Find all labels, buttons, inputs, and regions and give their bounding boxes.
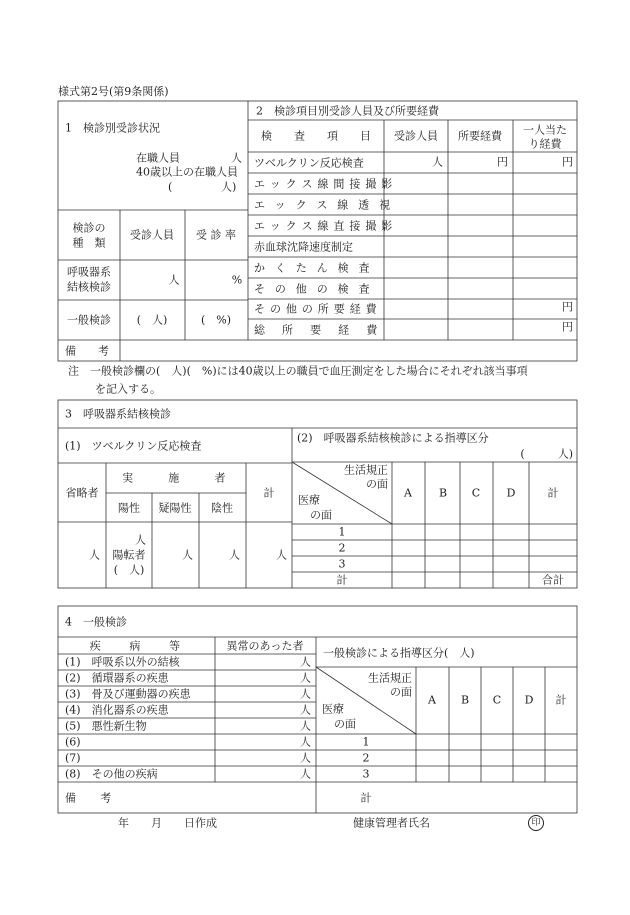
s4-unit-7: 人 xyxy=(300,751,311,765)
s3-grand-total: 合計 xyxy=(542,573,564,587)
s4-row-3: 3 xyxy=(362,767,370,781)
s3-grade-total: 計 xyxy=(547,486,559,500)
s4-grade-c: C xyxy=(492,693,502,707)
s2-item-sputum: かくたん検査 xyxy=(254,261,380,275)
s2-item-esr: 赤血球沈降速度制定 xyxy=(254,240,353,254)
s3-row-1: 1 xyxy=(338,525,346,539)
s1-col-rate: 受 診 率 xyxy=(196,228,236,242)
s3-unit-susp: 人 xyxy=(182,548,193,562)
s4-grade-a: A xyxy=(428,693,436,707)
s4-disease-5: (5) 悪性新生物 xyxy=(65,719,147,733)
s4-unit-1: 人 xyxy=(300,655,311,669)
s3-grade-b: B xyxy=(438,486,448,500)
s2-title: 2 検診項目別受診人員及び所要経費 xyxy=(256,104,439,118)
s3-row-2: 2 xyxy=(338,541,346,555)
s3-sub2: (2) 呼吸器系結核検診による指導区分 xyxy=(297,431,489,445)
s3-col-abbrev: 省略者 xyxy=(65,486,99,500)
s2-col-cost: 所要経費 xyxy=(458,129,502,143)
s3-grade-a: A xyxy=(404,486,412,500)
s3-grade-d: D xyxy=(506,486,516,500)
s2-col-per-2: り経費 xyxy=(528,137,562,151)
s3-col-impl: 実 施 者 xyxy=(122,471,230,485)
note-line-1: 注 一般検診欄の( 人)( %)には40歳以上の職員で血圧測定をした場合にそれぞれ該当事項 xyxy=(68,364,528,378)
s3-sub1: (1) ツベルクリン反応検査 xyxy=(65,439,202,453)
s1-over40-label: 40歳以上の在職人員 xyxy=(136,165,238,179)
s2-item-xray-fluoro: エックス線透視 xyxy=(254,198,400,212)
s3-diag-top-1: 生活規正 xyxy=(344,463,388,477)
note-line-2: を記入する。 xyxy=(95,382,161,396)
s4-row-total: 計 xyxy=(360,791,372,805)
s4-disease-2: (2) 循環器系の疾患 xyxy=(65,671,169,685)
s1-row2-persons: ( 人) xyxy=(136,313,168,327)
s4-unit-4: 人 xyxy=(300,703,311,717)
s1-col-type-1: 検診の xyxy=(72,221,106,235)
s2-col-persons: 受診人員 xyxy=(394,129,438,143)
s2-item-xray-direct: エックス線直接撮影 xyxy=(254,219,398,233)
s4-unit-5: 人 xyxy=(300,719,311,733)
s3-conv-1: 陽転者 xyxy=(112,548,146,562)
s4-unit-3: 人 xyxy=(300,687,311,701)
s3-row-total: 計 xyxy=(336,573,348,587)
s1-col-examinees: 受診人員 xyxy=(130,228,174,242)
s3-conv-2: ( 人) xyxy=(113,563,145,577)
s3-grade-c: C xyxy=(471,486,481,500)
s3-col-pos: 陽性 xyxy=(118,501,140,515)
s4-disease-1: (1) 呼吸系以外の結核 xyxy=(65,655,180,669)
s3-sub2-persons: ( 人) xyxy=(520,447,573,461)
s3-title: 3 呼吸器系結核検診 xyxy=(65,407,171,421)
s4-unit-2: 人 xyxy=(300,671,311,685)
s4-disease-8: (8) その他の疾病 xyxy=(65,767,158,781)
s4-col-abnormal: 異常のあった者 xyxy=(226,639,304,653)
s2-item-other-exam: その他の検査 xyxy=(254,282,380,296)
s1-title: 1 検診別受診状況 xyxy=(65,121,160,135)
s2-col-per-1: 一人当た xyxy=(523,123,567,137)
s4-diag-top-1: 生活規正 xyxy=(368,671,412,685)
s3-row-3: 3 xyxy=(338,557,346,571)
footer-manager: 健康管理者氏名 xyxy=(353,816,430,830)
s2-item-other-cost: その他の所要経費 xyxy=(254,302,382,316)
s3-diag-bot-1: 医療 xyxy=(298,493,320,507)
s4-unit-8: 人 xyxy=(300,767,311,781)
footer-date: 年 月 日作成 xyxy=(118,816,217,830)
s2-col-item: 検 査 項 目 xyxy=(261,129,371,143)
s3-diag-top-2: の面 xyxy=(366,477,388,491)
s3-diag-bot-2: の面 xyxy=(310,508,332,522)
s2-unit-yen-total: 円 xyxy=(562,320,573,334)
s4-disease-7: (7) xyxy=(65,751,81,765)
s2-unit-yen-cost: 円 xyxy=(497,155,508,169)
s3-col-susp: 疑陽性 xyxy=(158,501,192,515)
s1-over40-close: 人) xyxy=(221,180,237,194)
s1-row1-label-1: 呼吸器系 xyxy=(67,265,111,279)
s1-staff-unit: 人 xyxy=(231,151,242,165)
s4-row-2: 2 xyxy=(362,751,370,765)
s1-staff-label: 在職人員 xyxy=(136,151,180,165)
s4-remarks: 備 考 xyxy=(65,791,118,805)
s1-col-type-2: 種 類 xyxy=(72,236,106,250)
s1-row2-label: 一般検診 xyxy=(67,313,111,327)
s3-unit-total: 人 xyxy=(276,548,287,562)
s4-unit-6: 人 xyxy=(300,735,311,749)
form-title: 様式第2号(第9条関係) xyxy=(58,85,169,98)
s1-row2-pct: ( %) xyxy=(200,313,232,327)
s2-item-xray-indirect: エックス線間接撮影 xyxy=(254,177,398,191)
s3-col-neg: 陰性 xyxy=(211,501,233,515)
s2-unit-yen-other: 円 xyxy=(562,300,573,314)
s2-item-tuberculin: ツベルクリン反応検査 xyxy=(254,156,364,170)
s4-diag-bot-2: の面 xyxy=(334,717,356,731)
s1-over40-open: ( xyxy=(168,180,173,194)
s4-disease-4: (4) 消化器系の疾患 xyxy=(65,703,169,717)
s1-remarks: 備 考 xyxy=(65,344,109,358)
s3-unit-neg: 人 xyxy=(229,548,240,562)
s4-diag-bot-1: 医療 xyxy=(322,702,344,716)
s2-item-total-cost: 総所要経費 xyxy=(254,323,395,337)
s1-row1-unit: 人 xyxy=(168,273,180,287)
s4-grade-b: B xyxy=(460,693,470,707)
s4-grade-total: 計 xyxy=(555,693,567,707)
s4-title: 4 一般検診 xyxy=(65,615,127,629)
s4-disease-6: (6) xyxy=(65,735,81,749)
s3-unit-pos: 人 xyxy=(135,533,146,547)
s4-disease-3: (3) 骨及び運動器の疾患 xyxy=(65,687,191,701)
s4-col-disease: 疾 病 等 xyxy=(89,639,183,653)
s2-unit-yen-per: 円 xyxy=(562,155,573,169)
s4-diag-top-2: の面 xyxy=(390,685,412,699)
s3-col-total: 計 xyxy=(263,486,275,500)
s4-row-1: 1 xyxy=(362,735,370,749)
s1-row1-label-2: 結核検診 xyxy=(67,280,111,294)
s1-row1-pct: % xyxy=(231,273,243,287)
seal-icon: 印 xyxy=(528,815,544,831)
s2-unit-person: 人 xyxy=(432,155,443,169)
s3-unit-abbrev: 人 xyxy=(89,548,100,562)
s4-grade-d: D xyxy=(524,693,534,707)
s4-guidance: 一般検診による指導区分( 人) xyxy=(323,646,475,660)
